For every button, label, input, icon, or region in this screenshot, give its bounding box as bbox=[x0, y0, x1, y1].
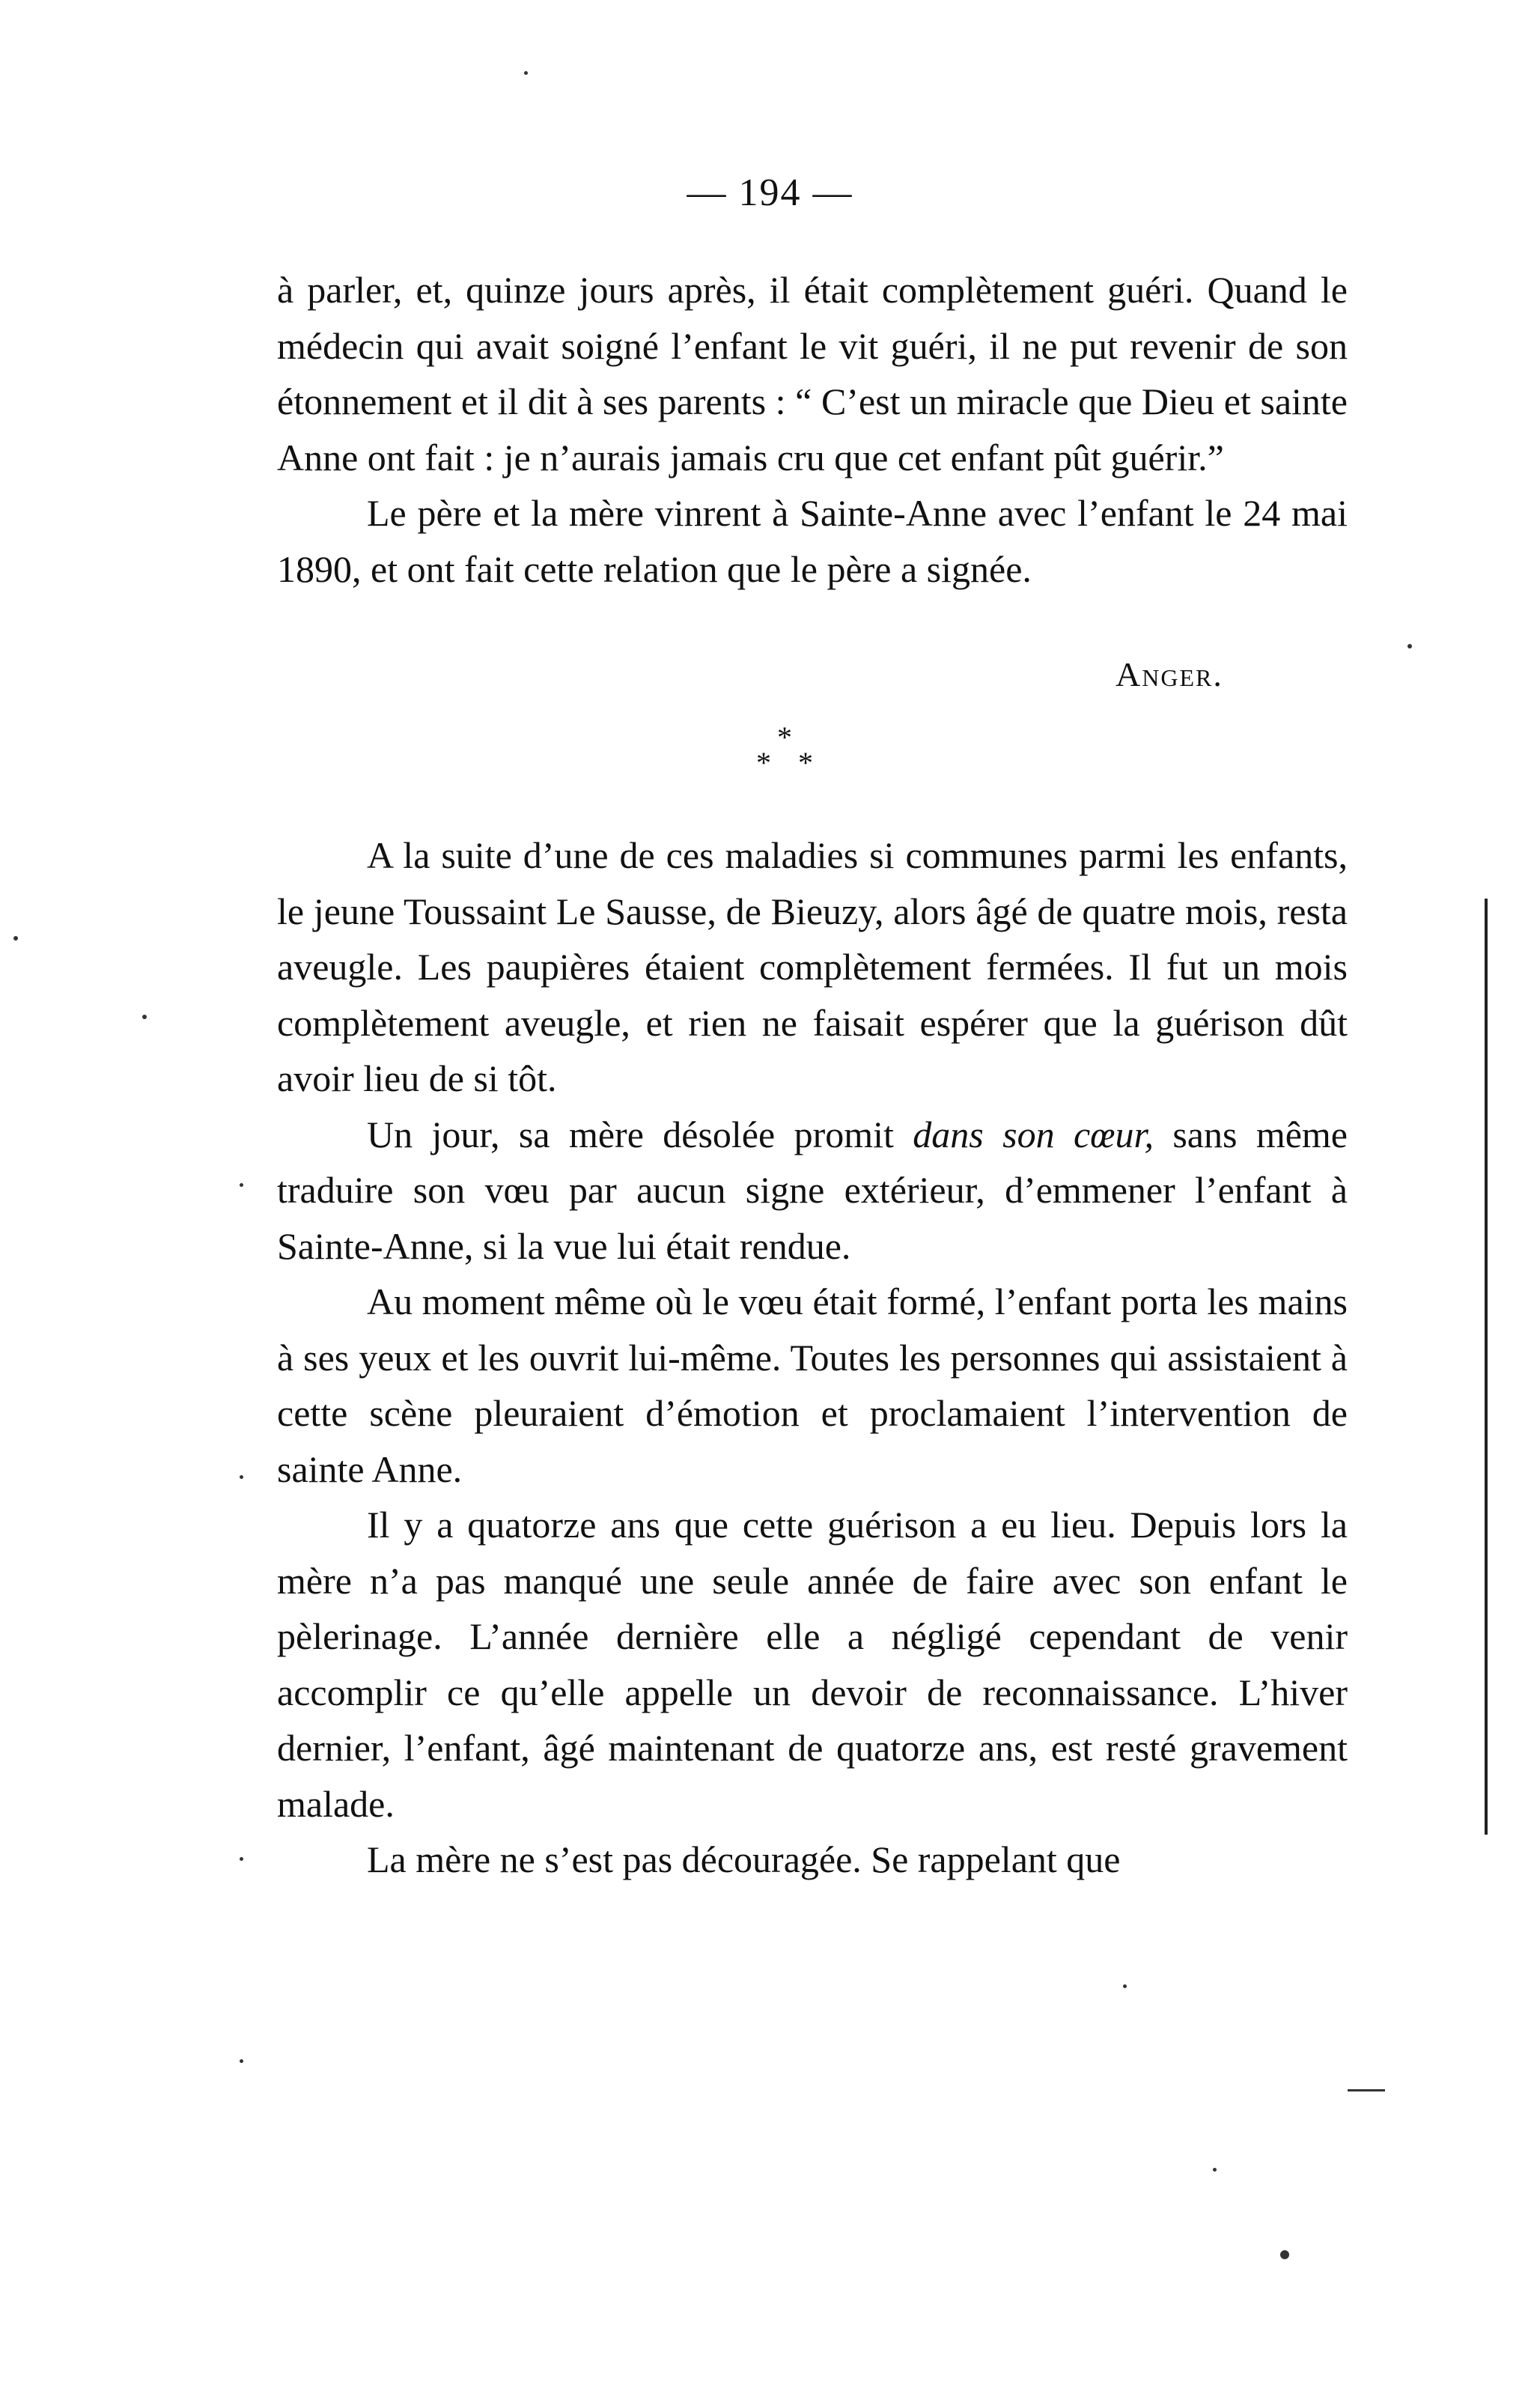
bottom-text-block bbox=[277, 827, 1348, 1888]
paragraph: La mère ne s’est pas découragée. Se rappelant que bbox=[367, 1838, 1121, 1880]
paragraph: Il y a quatorze ans que cette guérison a eu lieu. Depuis lors la mère n’a pas manqué une seule année de faire avec son enfant le pèlerinage. L’année dernière elle a négligé cependant de venir accomplir ce qu’elle appelle un devoir de reconnaissance. L’hiver dernier, l’enfant, âgé maintenant de quatorze ans, est resté gravement malade. bbox=[277, 1504, 1348, 1825]
scan-speck bbox=[240, 1475, 243, 1479]
paragraph bbox=[277, 1107, 1348, 1275]
scan-speck bbox=[142, 1015, 147, 1019]
paragraph: Le père et la mère vinrent à Sainte-Anne avec l’enfant le 24 mai 1890, et ont fait cette relation que le père a signée. bbox=[277, 492, 1348, 590]
top-text-block bbox=[277, 262, 1348, 597]
paragraph-text: Un jour, sa mère désolée promit bbox=[367, 1113, 913, 1155]
scan-speck bbox=[240, 1857, 243, 1861]
scan-speck bbox=[240, 2059, 243, 2063]
scan-speck bbox=[1280, 2250, 1289, 2259]
scan-speck bbox=[1123, 1984, 1127, 1988]
paragraph: Au moment même où le vœu était formé, l’enfant porta les mains à ses yeux et les ouvrit lui-même. Toutes les personnes qui assistaient à cette scène pleuraient d’émotion et proclamaient l’intervention de sainte Anne. bbox=[277, 1280, 1348, 1490]
scan-speck bbox=[1348, 2089, 1385, 2091]
scan-speck bbox=[13, 936, 18, 941]
signature: Anger. bbox=[1116, 655, 1223, 693]
page-number: — 194 — bbox=[687, 171, 853, 214]
asterism-star: * bbox=[777, 720, 792, 754]
asterism-divider bbox=[749, 720, 839, 790]
paragraph-text: sans même traduire son vœu par aucun signe extérieur, d’emmener l’enfant à Sainte-Anne, si la vue lui était rendue. bbox=[277, 1113, 1348, 1267]
scan-speck bbox=[1407, 644, 1412, 648]
italic-text: dans son cœur, bbox=[913, 1113, 1154, 1155]
paragraph: A la suite d’une de ces maladies si communes parmi les enfants, le jeune Toussaint Le Sausse, de Bieuzy, alors âgé de quatre mois, resta aveugle. Les paupières étaient complètement fermées. Il fut un mois complètement aveugle, et rien ne faisait espérer que la guérison dût avoir lieu de si tôt. bbox=[277, 834, 1348, 1099]
scan-speck bbox=[240, 1183, 243, 1187]
scan-speck bbox=[1213, 2168, 1217, 2172]
scan-speck bbox=[524, 71, 528, 75]
paragraph: à parler, et, quinze jours après, il était complètement guéri. Quand le médecin qui avait soigné l’enfant le vit guéri, il ne put revenir de son étonnement et il dit à ses parents : “ C’est un miracle que Dieu et sainte Anne ont fait : je n’aurais jamais cru que cet enfant pût guérir.” bbox=[277, 269, 1348, 478]
asterism-star: * bbox=[756, 746, 771, 780]
asterism-star: * bbox=[798, 746, 813, 780]
scan-edge-line bbox=[1485, 899, 1488, 1835]
